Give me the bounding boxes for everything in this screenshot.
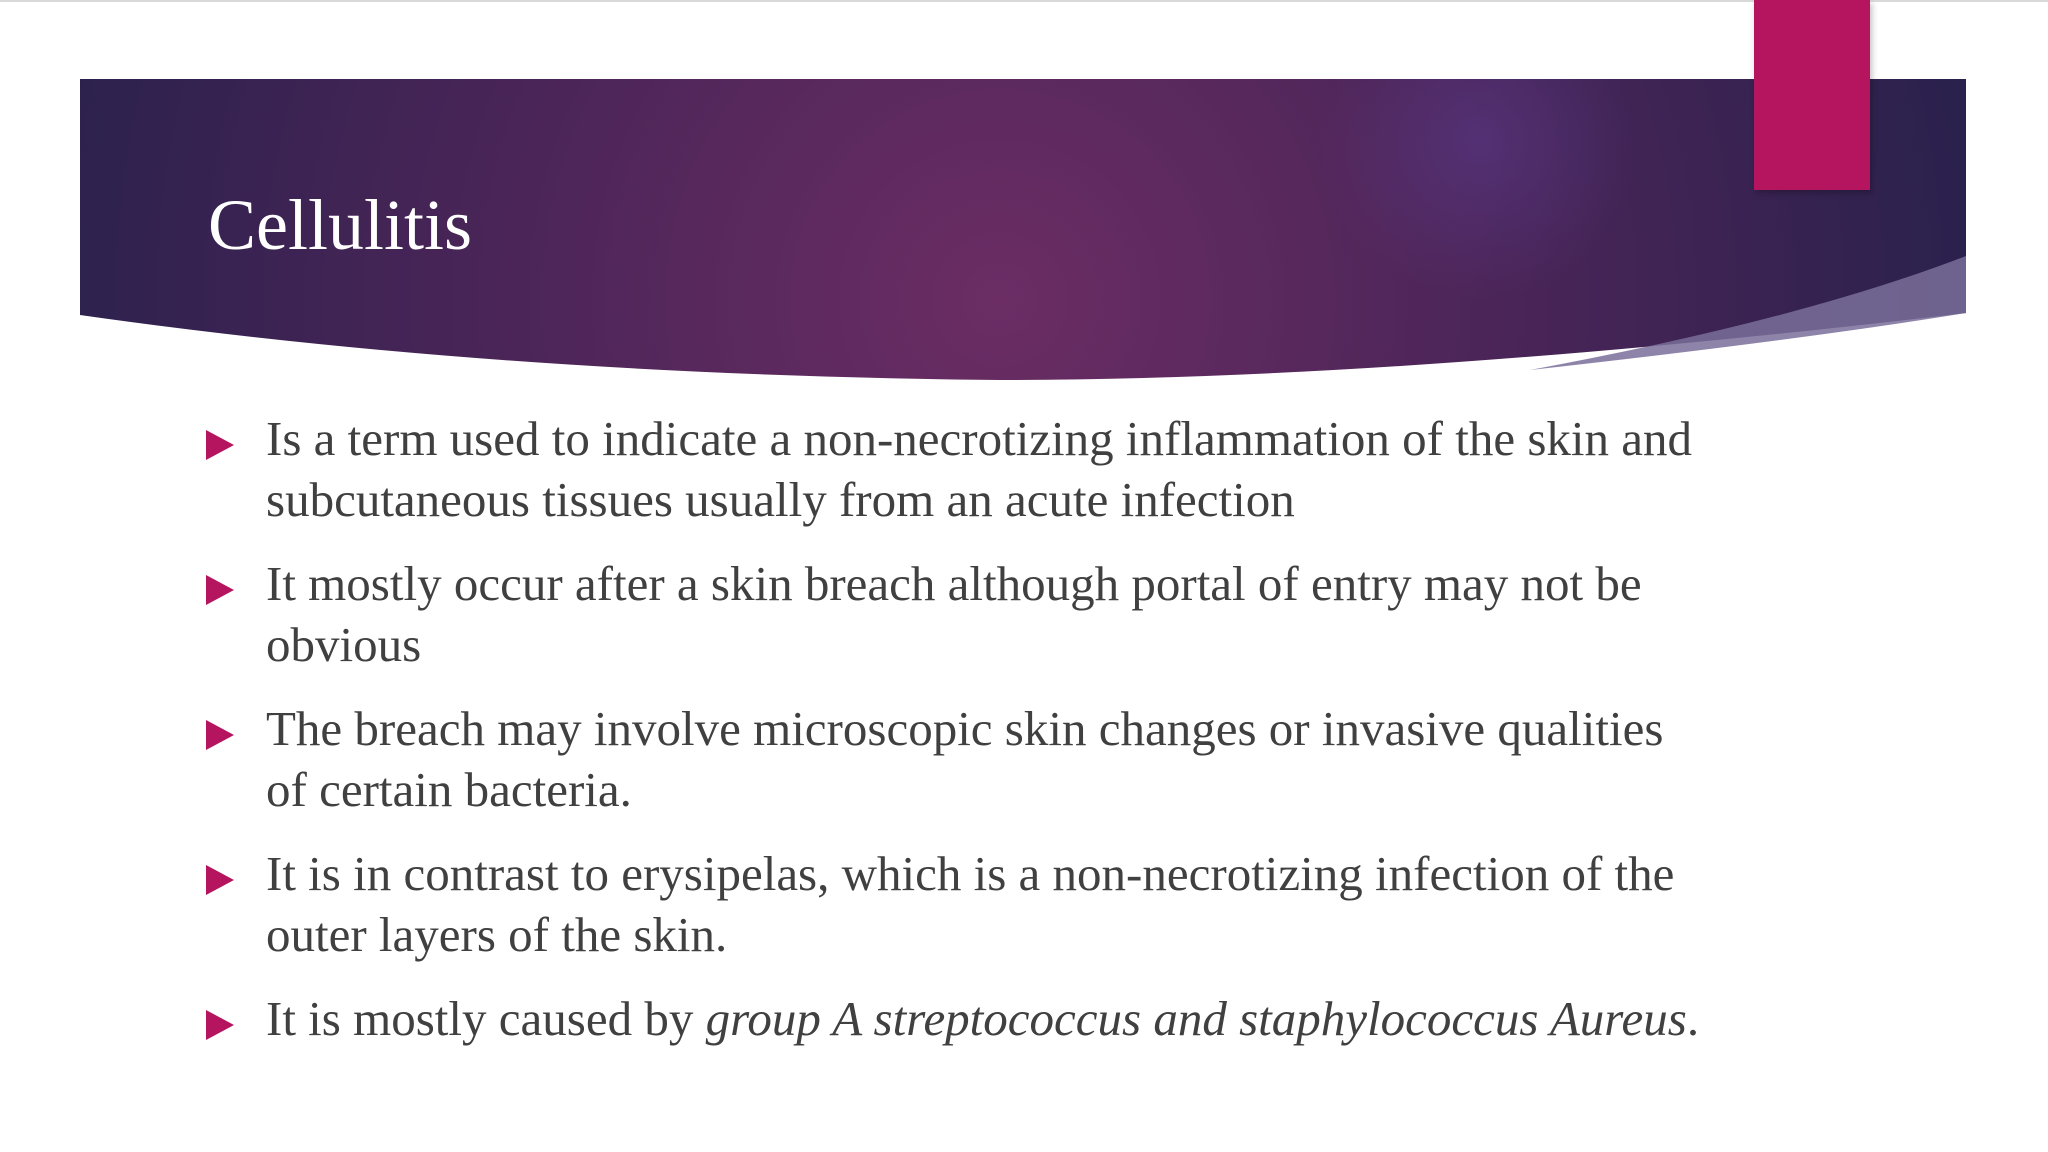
bullet-text-plain: It is mostly caused by — [266, 991, 706, 1046]
bullet-item — [206, 988, 1706, 1049]
bullet-text: It mostly occur after a skin breach although portal of entry may not be obvious — [266, 556, 1642, 672]
triangle-right-icon — [206, 865, 234, 895]
triangle-right-icon — [206, 1010, 234, 1040]
bullet-list — [206, 408, 1706, 1072]
bullet-text: The breach may involve microscopic skin changes or invasive qualities of certain bacteria. — [266, 701, 1664, 817]
triangle-right-icon — [206, 575, 234, 605]
bullet-text — [266, 988, 1706, 1049]
accent-tab — [1754, 0, 1870, 190]
bullet-item — [206, 553, 1706, 675]
triangle-right-icon — [206, 720, 234, 750]
bullet-item — [206, 698, 1706, 820]
bullet-text: Is a term used to indicate a non-necrotizing inflammation of the skin and subcutaneous tissues usually from an acute infection — [266, 411, 1693, 527]
bullet-text-italic: group A streptococcus and staphylococcus Aureus — [705, 991, 1687, 1046]
bullet-text: It is in contrast to erysipelas, which is a non-necrotizing infection of the outer layers of the skin. — [266, 846, 1675, 962]
bullet-item — [206, 408, 1706, 530]
slide-title: Cellulitis — [208, 185, 473, 265]
bullet-text-suffix: . — [1686, 991, 1700, 1046]
triangle-right-icon — [206, 430, 234, 460]
bullet-item — [206, 843, 1706, 965]
